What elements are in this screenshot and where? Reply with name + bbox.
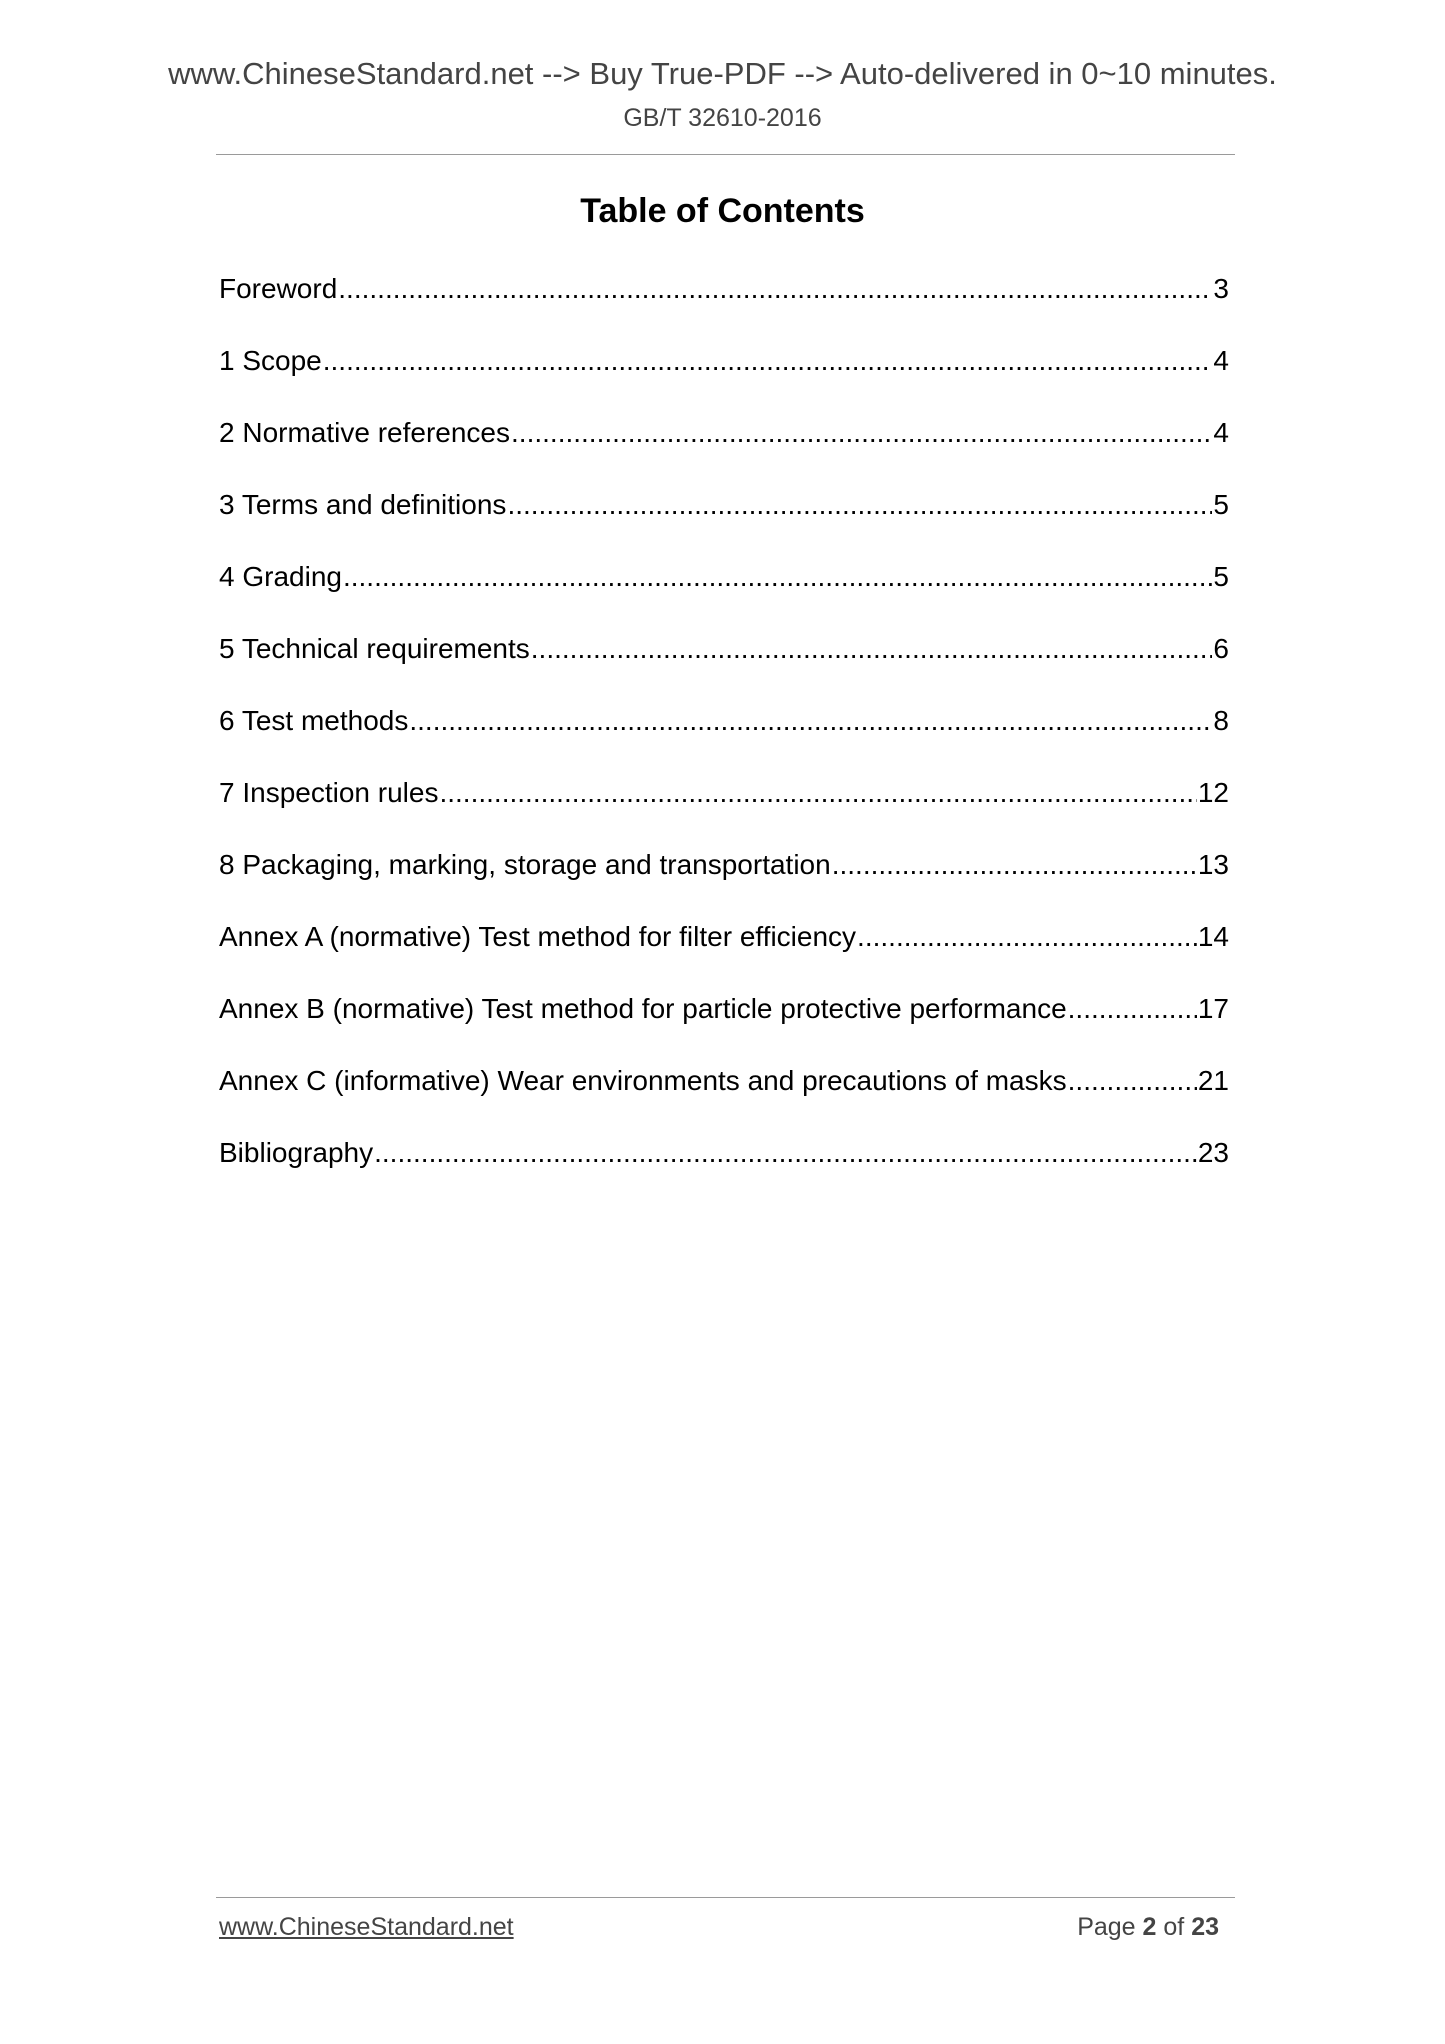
toc-entry-packaging[interactable] <box>219 849 1229 921</box>
toc-entry-inspection-rules[interactable] <box>219 777 1229 849</box>
table-of-contents <box>219 273 1229 1209</box>
current-page-number: 2 <box>1142 1913 1157 1941</box>
total-pages-number: 23 <box>1191 1913 1219 1941</box>
toc-entry-normative-references[interactable] <box>219 417 1229 489</box>
toc-entry-label: 5 Technical requirements <box>219 633 530 664</box>
toc-leader-dots <box>1068 1065 1197 1097</box>
footer-divider <box>216 1897 1235 1898</box>
toc-leader-dots <box>343 561 1212 593</box>
toc-entry-scope[interactable] <box>219 345 1229 417</box>
toc-entry-label: 2 Normative references <box>219 417 511 448</box>
toc-entry-label: Foreword <box>219 273 338 304</box>
toc-entry-label: 6 Test methods <box>219 705 409 736</box>
toc-entry-test-methods[interactable] <box>219 705 1229 777</box>
header-banner: www.ChineseStandard.net --> Buy True-PDF --> Auto-delivered in 0~10 minutes. <box>168 56 1277 91</box>
toc-entry-label: Bibliography <box>219 1137 374 1168</box>
toc-entry-label: Annex B (normative) Test method for particle protective performance <box>219 993 1067 1024</box>
toc-entry-page: 13 <box>1197 849 1229 880</box>
toc-leader-dots <box>323 345 1213 377</box>
toc-entry-page: 6 <box>1213 633 1229 664</box>
toc-leader-dots <box>507 489 1212 521</box>
toc-leader-dots <box>338 273 1212 305</box>
toc-entry-label: Annex A (normative) Test method for filter efficiency <box>219 921 857 952</box>
toc-entry-page: 23 <box>1197 1137 1229 1168</box>
toc-leader-dots <box>409 705 1212 737</box>
toc-entry-annex-a[interactable] <box>219 921 1229 993</box>
toc-entry-page: 3 <box>1213 273 1229 304</box>
toc-entry-page: 5 <box>1213 489 1229 520</box>
toc-entry-foreword[interactable] <box>219 273 1229 345</box>
toc-entry-page: 5 <box>1213 561 1229 592</box>
toc-entry-label: 1 Scope <box>219 345 322 376</box>
footer-site-link[interactable]: www.ChineseStandard.net <box>219 1913 514 1941</box>
toc-entry-label: 8 Packaging, marking, storage and transportation <box>219 849 831 880</box>
toc-entry-page: 14 <box>1197 921 1229 952</box>
toc-entry-page: 8 <box>1213 705 1229 736</box>
toc-entry-label: 4 Grading <box>219 561 342 592</box>
page-prefix: Page <box>1077 1913 1143 1941</box>
toc-entry-terms-definitions[interactable] <box>219 489 1229 561</box>
toc-entry-page: 4 <box>1213 345 1229 376</box>
toc-entry-page: 4 <box>1213 417 1229 448</box>
page-number <box>1077 1915 1219 1940</box>
page-separator: of <box>1156 1913 1192 1941</box>
header-divider <box>216 154 1235 155</box>
toc-leader-dots <box>511 417 1212 449</box>
toc-entry-label: 3 Terms and definitions <box>219 489 507 520</box>
toc-entry-annex-c[interactable] <box>219 1065 1229 1137</box>
toc-leader-dots <box>531 633 1213 665</box>
toc-entry-label: 7 Inspection rules <box>219 777 439 808</box>
toc-leader-dots <box>832 849 1197 881</box>
toc-title: Table of Contents <box>580 192 865 230</box>
toc-leader-dots <box>1068 993 1197 1025</box>
toc-leader-dots <box>374 1137 1197 1169</box>
toc-leader-dots <box>439 777 1196 809</box>
toc-entry-page: 17 <box>1197 993 1229 1024</box>
toc-entry-grading[interactable] <box>219 561 1229 633</box>
toc-entry-label: Annex C (informative) Wear environments and precautions of masks <box>219 1065 1067 1096</box>
standard-number: GB/T 32610-2016 <box>623 104 822 132</box>
toc-entry-page: 12 <box>1197 777 1229 808</box>
toc-entry-page: 21 <box>1197 1065 1229 1096</box>
toc-entry-annex-b[interactable] <box>219 993 1229 1065</box>
toc-entry-technical-requirements[interactable] <box>219 633 1229 705</box>
toc-entry-bibliography[interactable] <box>219 1137 1229 1209</box>
toc-leader-dots <box>857 921 1197 953</box>
